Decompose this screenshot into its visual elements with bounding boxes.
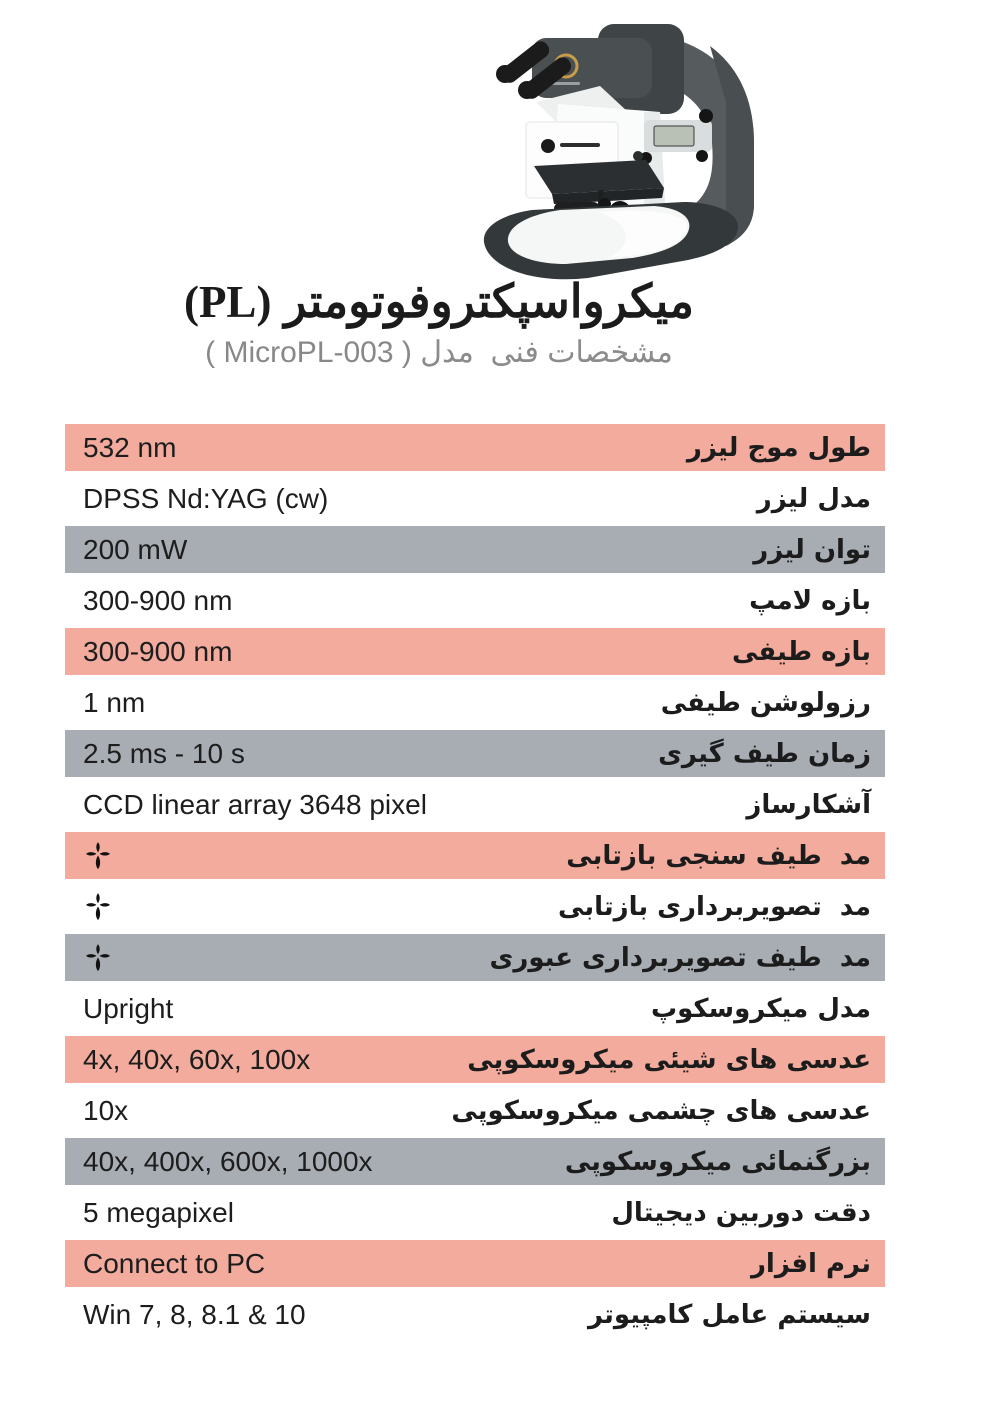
row-label: مد طیف سنجی بازتابی	[566, 840, 871, 871]
row-label: مد طیف تصویربرداری عبوری	[489, 942, 871, 973]
row-value-icon	[83, 883, 113, 930]
row-value: 4x, 40x, 60x, 100x	[83, 1043, 311, 1075]
row-value: CCD linear array 3648 pixel	[83, 788, 427, 820]
table-row	[65, 1291, 885, 1338]
row-value: Upright	[83, 992, 174, 1024]
row-label: دقت دوربین دیجیتال	[611, 1197, 871, 1228]
table-row	[65, 781, 885, 828]
microscope-illustration	[448, 6, 780, 296]
row-label: بزرگنمائی میکروسکوپی	[564, 1146, 871, 1177]
row-label: مدل میکروسکوپ	[650, 993, 871, 1024]
table-row	[65, 628, 885, 675]
table-row	[65, 730, 885, 777]
table-row	[65, 526, 885, 573]
table-row	[65, 577, 885, 624]
page-title-en: (PL)	[183, 277, 272, 327]
row-label: نرم افزار	[750, 1248, 871, 1279]
page-title-fa: میکرواسپکتروفوتومتر	[284, 275, 695, 327]
table-row	[65, 475, 885, 522]
row-value: 2.5 ms - 10 s	[83, 737, 245, 769]
row-label: بازه طیفی	[731, 636, 871, 667]
row-value: 1 nm	[83, 686, 146, 718]
page-subtitle-model: ( MicroPL-003 )	[205, 336, 412, 369]
row-value: 200 mW	[83, 533, 188, 565]
page-subtitle-fa: مشخصات فنی مدل	[420, 336, 673, 369]
table-row	[65, 1240, 885, 1287]
row-label: رزولوشن طیفی	[660, 687, 871, 718]
table-row	[65, 1036, 885, 1083]
row-value-icon	[83, 832, 113, 879]
row-label: سیستم عامل کامپیوتر	[587, 1299, 871, 1330]
table-row	[65, 832, 885, 879]
row-value: 5 megapixel	[83, 1196, 234, 1228]
page-title	[0, 274, 878, 329]
table-row	[65, 424, 885, 471]
row-label: مد تصویربرداری بازتابی	[558, 891, 871, 922]
page-subtitle	[0, 333, 878, 373]
header	[0, 274, 878, 373]
table-row	[65, 1189, 885, 1236]
four-petal-asterisk-icon	[83, 839, 113, 872]
table-row	[65, 1138, 885, 1185]
table-row	[65, 883, 885, 930]
row-label: مدل لیزر	[756, 483, 871, 514]
table-row	[65, 1087, 885, 1134]
row-value: 300-900 nm	[83, 635, 233, 667]
row-label: عدسی های چشمی میکروسکوپی	[451, 1095, 871, 1126]
row-label: طول موج لیزر	[686, 432, 871, 463]
row-label: عدسی های شیئی میکروسکوپی	[467, 1044, 871, 1075]
table-row	[65, 985, 885, 1032]
spec-table	[65, 424, 885, 1338]
row-label: بازه لامپ	[749, 585, 871, 616]
row-value: 532 nm	[83, 431, 177, 463]
row-value: Connect to PC	[83, 1247, 266, 1279]
four-petal-asterisk-icon	[83, 941, 113, 974]
row-label: توان لیزر	[753, 534, 871, 565]
table-row	[65, 934, 885, 981]
four-petal-asterisk-icon	[83, 890, 113, 923]
row-label: زمان طیف گیری	[658, 738, 871, 769]
row-value: DPSS Nd:YAG (cw)	[83, 482, 329, 514]
table-row	[65, 679, 885, 726]
row-value: Win 7, 8, 8.1 & 10	[83, 1298, 306, 1330]
row-label: آشکارساز	[746, 789, 871, 820]
row-value-icon	[83, 934, 113, 981]
row-value: 300-900 nm	[83, 584, 233, 616]
row-value: 40x, 400x, 600x, 1000x	[83, 1145, 373, 1177]
row-value: 10x	[83, 1094, 129, 1126]
